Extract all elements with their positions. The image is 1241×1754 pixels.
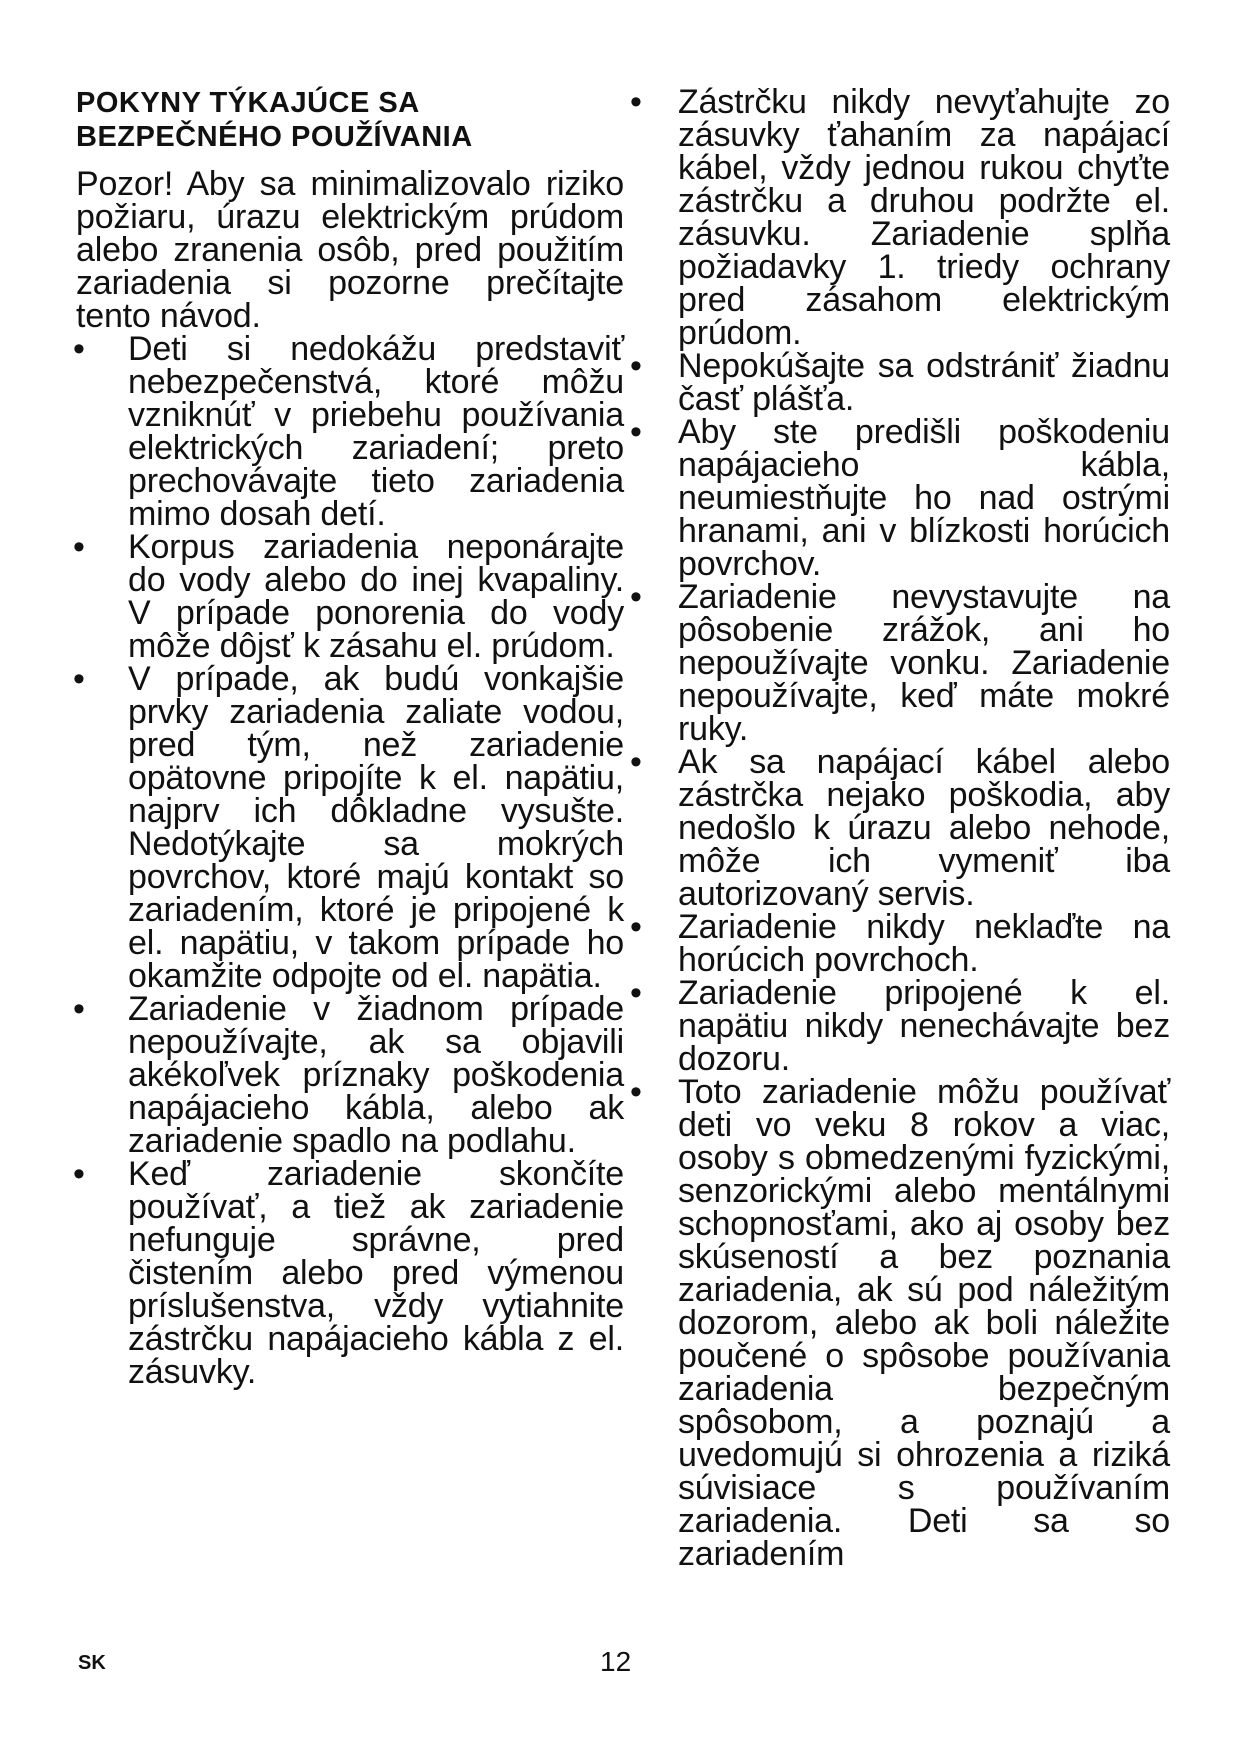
list-item [73, 660, 624, 995]
list-item [630, 974, 1170, 1078]
bullet-icon: • [73, 990, 85, 1028]
bullet-icon: • [73, 528, 85, 566]
list-item [73, 1155, 624, 1391]
list-item [630, 578, 1170, 748]
list-item [630, 1073, 1170, 1573]
list-item-text: Zariadenie v žiadnom prípade nepoužívajte, ak sa objavili akékoľvek príznaky poškodenia napájacieho kábla, alebo ak zariadenie spadlo na podlahu. [128, 990, 624, 1160]
language-code: SK [78, 1652, 106, 1674]
list-item-text: Zariadenie nikdy neklaďte na horúcich povrchoch. [678, 908, 1170, 979]
list-item-text: V prípade, ak budú vonkajšie prvky zariadenia zaliate vodou, pred tým, než zariadenie opätovne pripojíte k el. napätiu, najprv ich dôkladne vysušte. Nedotýkajte sa mokrých povrchov, ktoré majú kontakt so zariadením, ktoré je pripojené k el. napätiu, v takom prípade ho okamžite odpojte od el. napätia. [128, 660, 624, 995]
bullet-icon: • [630, 347, 642, 385]
intro-paragraph: Pozor! Aby sa minimalizovalo riziko požiaru, úrazu elektrickým prúdom alebo zranenia osôb, pred použitím zariadenia si pozorne prečítajte tento návod. [76, 165, 624, 335]
list-item [630, 83, 1170, 352]
list-item [630, 908, 1170, 979]
section-heading: POKYNY TÝKAJÚCE SA BEZPEČNÉHO POUŽÍVANIA [76, 87, 473, 153]
bullet-icon: • [73, 660, 85, 698]
list-item-text: Keď zariadenie skončíte používať, a tiež ak zariadenie nefunguje správne, pred čistením alebo pred výmenou príslušenstva, vždy vytiahnite zástrčku napájacieho kábla z el. zásuvky. [128, 1155, 624, 1391]
bullet-icon: • [73, 1155, 85, 1193]
list-item [73, 990, 624, 1160]
right-column [630, 83, 1170, 1573]
bullet-icon: • [630, 743, 642, 781]
bullet-icon: • [630, 413, 642, 451]
list-item [630, 413, 1170, 583]
list-item [630, 347, 1170, 418]
list-item-text: Toto zariadenie môžu používať deti vo veku 8 rokov a viac, osoby s obmedzenými fyzickými, senzorickými alebo mentálnymi schopnosťami, ako aj osoby bez skúseností a bez poznania zariadenia, ak sú pod náležitým dozorom, alebo ak boli náležite poučené o spôsobe používania zariadenia bezpečným spôsobom, a poznajú a uvedomujú si ohrozenia a riziká súvisiace s používaním zariadenia. Deti sa so zariadením [678, 1073, 1170, 1573]
page-number: 12 [600, 1646, 632, 1677]
bullet-icon: • [630, 908, 642, 946]
list-item-text: Zariadenie pripojené k el. napätiu nikdy nenechávajte bez dozoru. [678, 974, 1170, 1078]
left-column [73, 86, 624, 1391]
list-item-text: Aby ste predišli poškodeniu napájacieho kábla, neumiestňujte ho nad ostrými hranami, ani v blízkosti horúcich povrchov. [678, 413, 1170, 583]
left-bullet-list [73, 330, 624, 1391]
bullet-icon: • [630, 83, 642, 121]
bullet-icon: • [630, 578, 642, 616]
list-item [630, 743, 1170, 913]
list-item-text: Nepokúšajte sa odstrániť žiadnu časť plášťa. [678, 347, 1170, 418]
bullet-icon: • [73, 330, 85, 368]
bullet-icon: • [630, 1073, 642, 1111]
list-item-text: Deti si nedokážu predstaviť nebezpečenstvá, ktoré môžu vzniknúť v priebehu používania elektrických zariadení; preto prechovávajte tieto zariadenia mimo dosah detí. [128, 330, 624, 533]
bullet-icon: • [630, 974, 642, 1012]
list-item-text: Korpus zariadenia neponárajte do vody alebo do inej kvapaliny. V prípade ponorenia do vody môže dôjsť k zásahu el. prúdom. [128, 528, 624, 665]
list-item [73, 528, 624, 665]
right-bullet-list [630, 83, 1170, 1573]
list-item-text: Zariadenie nevystavujte na pôsobenie zrážok, ani ho nepoužívajte vonku. Zariadenie nepoužívajte, keď máte mokré ruky. [678, 578, 1170, 748]
list-item-text: Ak sa napájací kábel alebo zástrčka nejako poškodia, aby nedošlo k úrazu alebo nehode, môže ich vymeniť iba autorizovaný servis. [678, 743, 1170, 913]
list-item-text: Zástrčku nikdy nevyťahujte zo zásuvky ťahaním za napájací kábel, vždy jednou rukou chyťte zástrčku a druhou podržte el. zásuvku. Zariadenie splňa požiadavky 1. triedy ochrany pred zásahom elektrickým prúdom. [678, 83, 1170, 352]
list-item [73, 330, 624, 533]
